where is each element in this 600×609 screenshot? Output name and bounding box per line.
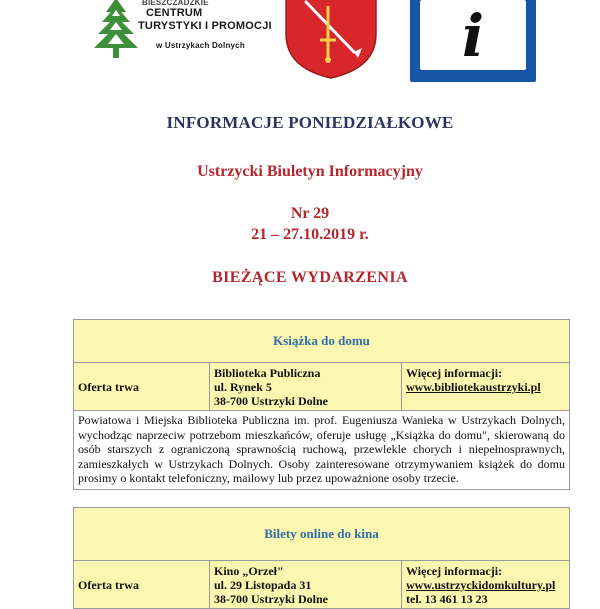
logo-line-3: TURYSTYKI I PROMOCJI: [138, 20, 272, 32]
logo-line-4: w Ustrzykach Dolnych: [156, 41, 245, 50]
issue-number: Nr 29: [290, 205, 330, 222]
event-card: [73, 319, 570, 490]
event-card: [73, 507, 570, 609]
logo-line-2: CENTRUM: [146, 7, 203, 19]
organizer-block: [210, 561, 402, 609]
spruce-tree-icon: [92, 0, 140, 60]
organizer-city: 38-700 Ustrzyki Dolne: [214, 592, 328, 606]
page-title: INFORMACJE PONIEDZIAŁKOWE: [166, 113, 454, 132]
more-info-block: [402, 363, 570, 411]
organizer-name: Biblioteka Publiczna: [214, 366, 321, 380]
issue-dates: 21 – 27.10.2019 r.: [251, 226, 369, 243]
more-info-link[interactable]: www.bibliotekaustrzyki.pl: [406, 380, 541, 394]
more-info-label: Więcej informacji:: [406, 564, 503, 578]
more-info-phone: tel. 13 461 13 23: [406, 592, 488, 606]
page-header: [0, 0, 600, 95]
organizer-name: Kino „Orzeł": [214, 564, 284, 578]
logo-line-1: BIESZCZADZKIE: [142, 0, 209, 7]
tourist-info-icon: [410, 0, 536, 82]
offer-label: Oferta trwa: [74, 363, 210, 411]
event-description: Powiatowa i Miejska Biblioteka Publiczna im. prof. Eugeniusza Wanieka w Ustrzykach Dolnych, wychodząc naprzeciw potrzebom mieszkańców, oferuje usługę „Książka do domu", skierowaną do osób starszych z ograniczoną sprawnością ruchową, przewlekle chorych i niepełnosprawnych, zamieszkałych w Ustrzykach Dolnych. Osoby zainteresowane otrzymywaniem książek do domu prosimy o kontakt telefoniczny, mailowy lub przez upoważnione osoby trzecie.: [74, 411, 570, 490]
info-glyph: i: [461, 2, 485, 70]
coat-of-arms-icon: [282, 0, 380, 80]
bctip-logo: [88, 0, 272, 66]
bulletin-title: Ustrzycki Biuletyn Informacyjny: [197, 163, 423, 180]
section-heading: BIEŻĄCE WYDARZENIA: [212, 269, 408, 286]
more-info-block: [402, 561, 570, 609]
organizer-street: ul. 29 Listopada 31: [214, 578, 312, 592]
offer-label: Oferta trwa: [74, 561, 210, 609]
organizer-block: [210, 363, 402, 411]
organizer-street: ul. Rynek 5: [214, 380, 272, 394]
organizer-city: 38-700 Ustrzyki Dolne: [214, 394, 328, 408]
event-title: Książka do domu: [74, 320, 570, 363]
event-title: Bilety online do kina: [74, 508, 570, 561]
more-info-label: Więcej informacji:: [406, 366, 503, 380]
more-info-link[interactable]: www.ustrzyckidomkultury.pl: [406, 578, 556, 592]
